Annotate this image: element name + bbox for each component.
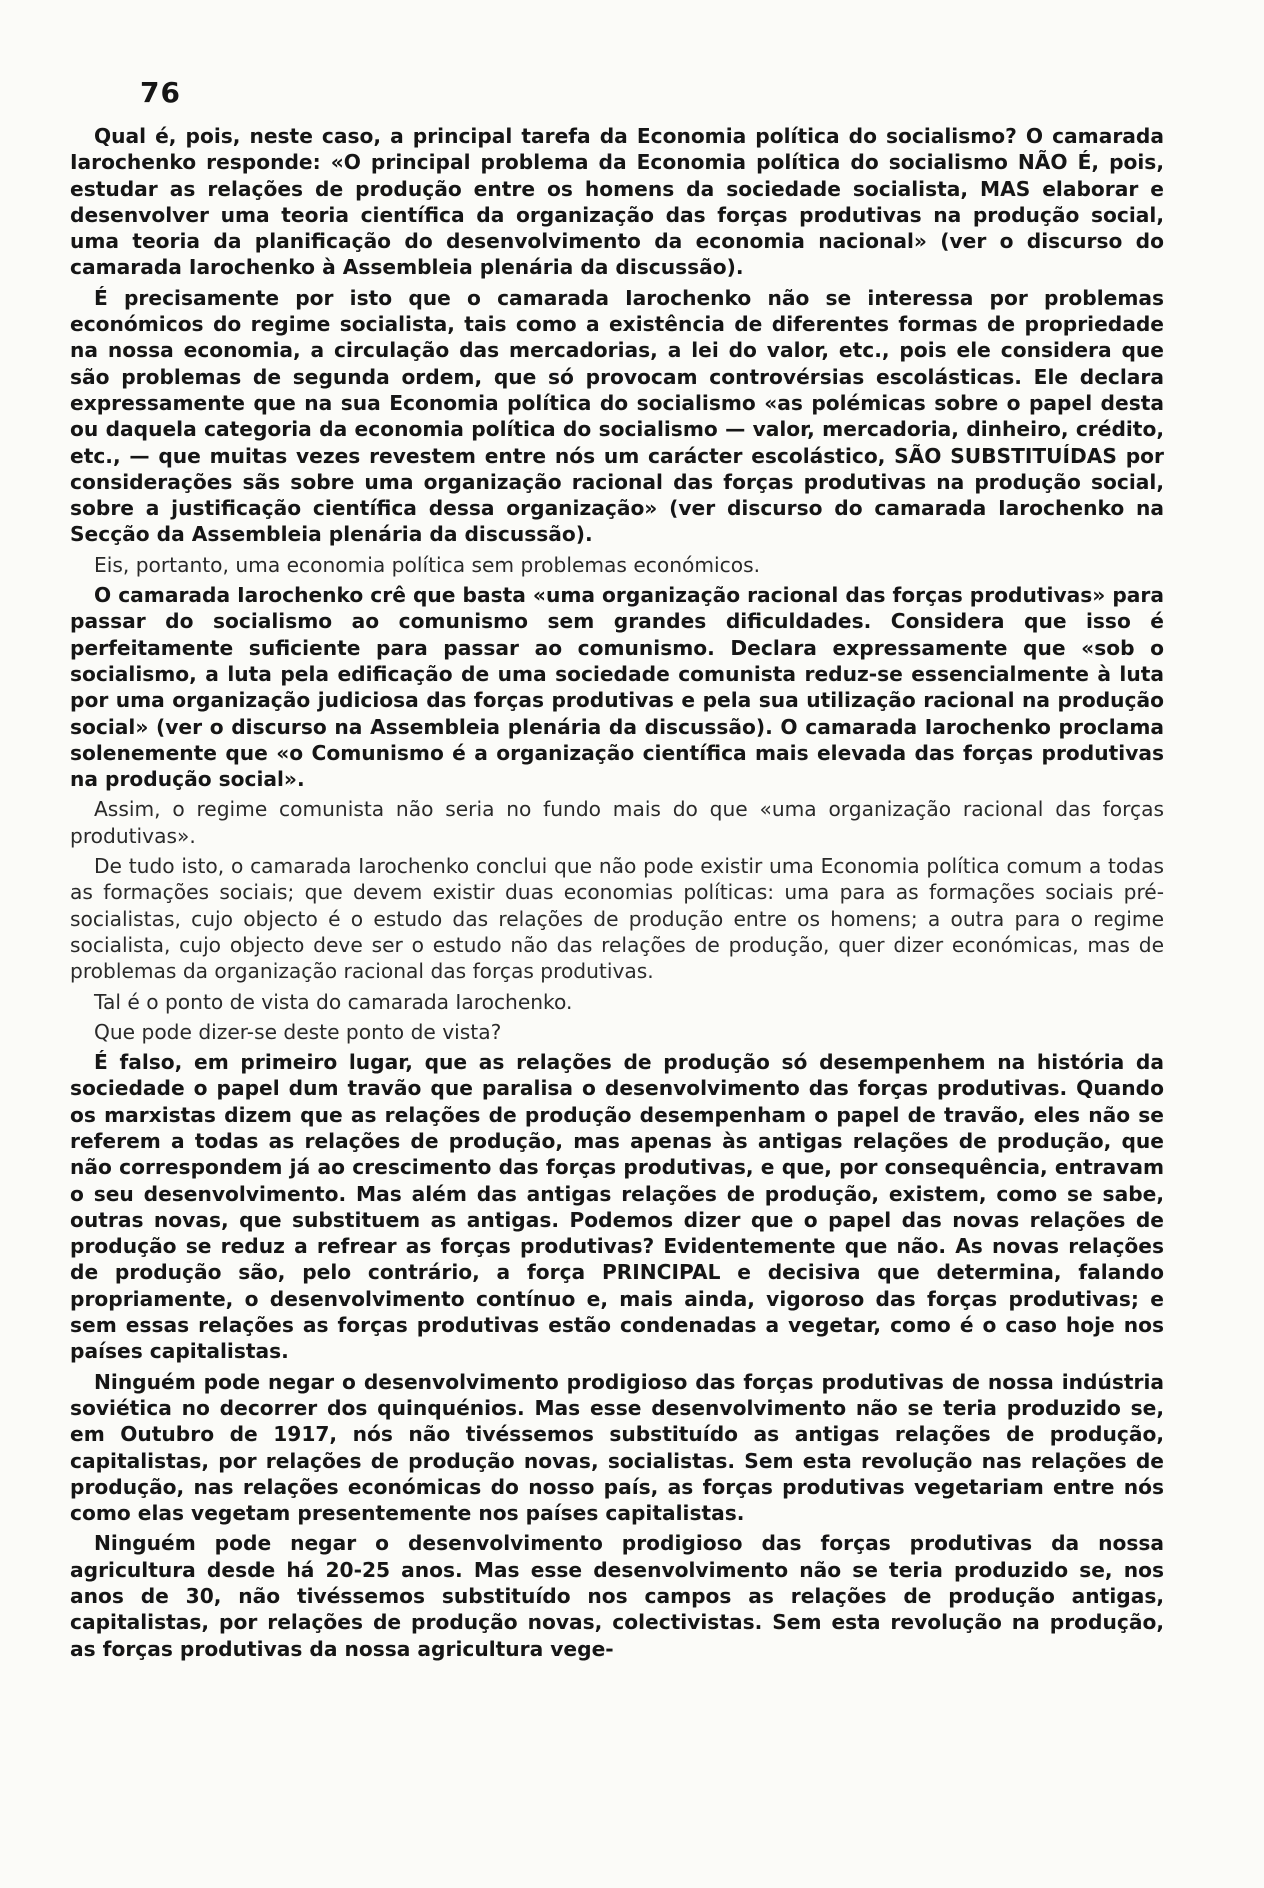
paragraph-10: Ninguém pode negar o desenvolvimento prodigioso das forças produtivas de nossa indústria soviética no decorrer dos quinquénios. Mas esse desenvolvimento não se teria produzido se, em Outubro de 1917, nós não tivéssemos substituído as antigas relações de produção, capitalistas, por relações de produção novas, socialistas. Sem esta revolução nas relações de produção, nas relações económicas do nosso país, as forças produtivas vegetariam entre nós como elas vegetam presentemente nos países capitalistas. (70, 1369, 1164, 1526)
paragraph-6: De tudo isto, o camarada Iarochenko conclui que não pode existir uma Economia política comum a todas as formações sociais; que devem existir duas economias políticas: uma para as formações sociais pré-socialistas, cujo objecto é o estudo das relações de produção entre os homens; a outra para o regime socialista, cujo objecto deve ser o estudo não das relações de produção, quer dizer económicas, mas de problemas da organização racional das forças produtivas. (70, 854, 1164, 984)
paragraph-2: É precisamente por isto que o camarada Iarochenko não se interessa por problemas económicos do regime socialista, tais como a existência de diferentes formas de propriedade na nossa economia, a circulação das mercadorias, a lei do valor, etc., pois ele considera que são problemas de segunda ordem, que só provocam controvérsias escolásticas. Ele declara expressamente que na sua Economia política do socialismo «as polémicas sobre o papel desta ou daquela categoria da economia política do socialismo — valor, mercadoria, dinheiro, crédito, etc., — que muitas vezes revestem entre nós um carácter escolástico, SÃO SUBSTITUÍDAS por considerações sãs sobre uma organização racional das forças produtivas na produção social, sobre a justificação científica dessa organização» (ver discurso do camarada Iarochenko na Secção da Assembleia plenária da discussão). (70, 285, 1164, 547)
paragraph-5: Assim, o regime comunista não seria no fundo mais do que «uma organização racional das forças produtivas». (70, 797, 1164, 848)
paragraph-1: Qual é, pois, neste caso, a principal tarefa da Economia política do socialismo? O camarada Iarochenko responde: «O principal problema da Economia política do socialismo NÃO É, pois, estudar as relações de produção entre os homens da sociedade socialista, MAS elaborar e desenvolver uma teoria científica da organização das forças produtivas na produção social, uma teoria da planificação do desenvolvimento da economia nacional» (ver o discurso do camarada Iarochenko à Assembleia plenária da discussão). (70, 124, 1164, 280)
document-page (70, 76, 1164, 1866)
paragraph-9: É falso, em primeiro lugar, que as relações de produção só desempenhem na história da sociedade o papel dum travão que paralisa o desenvolvimento das forças produtivas. Quando os marxistas dizem que as relações de produção desempenham o papel de travão, eles não se referem a todas as relações de produção, mas apenas às antigas relações de produção, que não correspondem já ao crescimento das forças produtivas, e que, por consequência, entravam o seu desenvolvimento. Mas além das antigas relações de produção, existem, como se sabe, outras novas, que substituem as antigas. Podemos dizer que o papel das novas relações de produção se reduz a refrear as forças produtivas? Evidentemente que não. As novas relações de produção são, pelo contrário, a força PRINCIPAL e decisiva que determina, falando propriamente, o desenvolvimento contínuo e, mais ainda, vigoroso das forças produtivas; e sem essas relações as forças produtivas estão condenadas a vegetar, como é o caso hoje nos países capitalistas. (70, 1050, 1164, 1364)
paragraph-11: Ninguém pode negar o desenvolvimento prodigioso das forças produtivas da nossa agricultura desde há 20-25 anos. Mas esse desenvolvimento não se teria produzido se, nos anos de 30, não tivéssemos substituído nos campos as relações de produção antigas, capitalistas, por relações de produção novas, colectivistas. Sem esta revolução na produção, as forças produtivas da nossa agricultura vege- (70, 1531, 1164, 1661)
paragraph-7: Tal é o ponto de vista do camarada Iarochenko. (94, 989, 573, 1014)
paragraph-3: Eis, portanto, uma economia política sem problemas económicos. (94, 552, 761, 577)
page-number: 76 (140, 76, 181, 109)
paragraph-8: Que pode dizer-se deste ponto de vista? (94, 1019, 502, 1044)
paragraph-4: O camarada Iarochenko crê que basta «uma organização racional das forças produtivas» para passar do socialismo ao comunismo sem grandes dificuldades. Considera que isso é perfeitamente suficiente para passar ao comunismo. Declara expressamente que «sob o socialismo, a luta pela edificação de uma sociedade comunista reduz-se essencialmente à luta por uma organização judiciosa das forças produtivas e pela sua utilização racional na produção social» (ver o discurso na Assembleia plenária da discussão). O camarada Iarochenko proclama solenemente que «o Comunismo é a organização científica mais elevada das forças produtivas na produção social». (70, 583, 1164, 792)
